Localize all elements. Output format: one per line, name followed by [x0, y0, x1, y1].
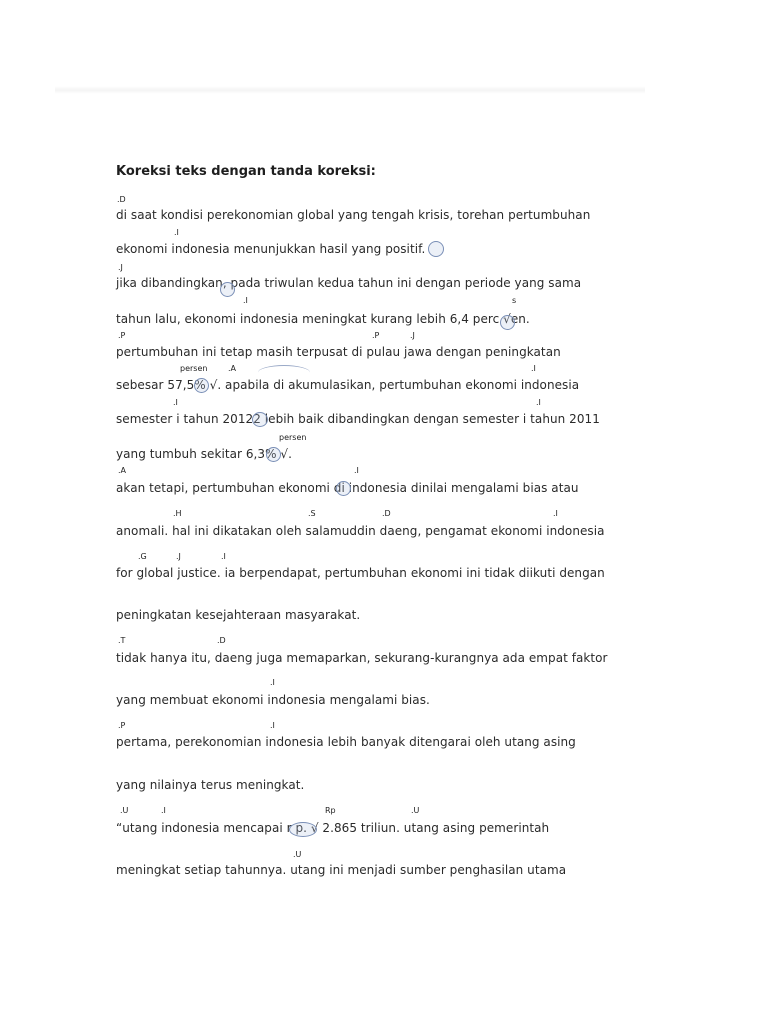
text-line: tidak hanya itu, daeng juga memaparkan, sekurang-kurangnya ada empat faktor	[116, 651, 608, 665]
correction-mark: Rp	[325, 806, 336, 815]
text-line: yang nilainya terus meningkat.	[116, 778, 305, 792]
correction-mark: .U	[120, 806, 129, 815]
deletion-circle	[500, 315, 515, 330]
correction-mark: .I	[161, 806, 166, 815]
deletion-circle	[194, 378, 209, 393]
correction-mark: .I	[173, 398, 178, 407]
text-line: “utang indonesia mencapai r p. √ 2.865 triliun. utang asing pemerintah	[116, 821, 550, 835]
text-line: anomali. hal ini dikatakan oleh salamuddin daeng, pengamat ekonomi indonesia	[116, 524, 605, 538]
text-line: for global justice. ia berpendapat, pertumbuhan ekonomi ini tidak diikuti dengan	[116, 566, 605, 580]
text-line: peningkatan kesejahteraan masyarakat.	[116, 608, 361, 622]
correction-mark: .U	[293, 850, 302, 859]
correction-mark: .J	[176, 552, 181, 561]
text-line: yang membuat ekonomi indonesia mengalami bias.	[116, 693, 430, 707]
text-line: semester i tahun 20122 lebih baik dibandingkan dengan semester i tahun 2011	[116, 412, 600, 426]
correction-mark: .S	[308, 509, 316, 518]
correction-mark: .A	[118, 466, 127, 475]
correction-mark: .D	[382, 509, 391, 518]
deletion-circle	[266, 447, 281, 462]
correction-mark: .H	[173, 509, 182, 518]
text-line: sebesar 57,5% √. apabila di akumulasikan, pertumbuhan ekonomi indonesia	[116, 378, 580, 392]
correction-mark: .I	[536, 398, 541, 407]
text-line: tahun lalu, ekonomi indonesia meningkat kurang lebih 6,4 perc √en.	[116, 312, 530, 326]
text-line: yang tumbuh sekitar 6,3% √.	[116, 447, 292, 461]
correction-mark: s	[512, 296, 517, 305]
correction-mark: .U	[411, 806, 420, 815]
correction-mark: .T	[118, 636, 126, 645]
text-line: akan tetapi, pertumbuhan ekonomi di indonesia dinilai mengalami bias atau	[116, 481, 579, 495]
correction-mark: .A	[228, 364, 237, 373]
insertion-circle	[336, 481, 351, 496]
deletion-circle	[252, 412, 268, 427]
correction-mark: .I	[221, 552, 226, 561]
correction-mark: .I	[174, 228, 179, 237]
text-line: meningkat setiap tahunnya. utang ini menjadi sumber penghasilan utama	[116, 863, 567, 877]
text-line: jika dibandingkan, pada triwulan kedua tahun ini dengan periode yang sama	[116, 276, 582, 290]
correction-mark: persen	[180, 364, 208, 373]
text-line: di saat kondisi perekonomian global yang tengah krisis, torehan pertumbuhan	[116, 208, 591, 222]
correction-mark: .P	[118, 721, 126, 730]
correction-mark: .P	[372, 331, 380, 340]
correction-mark: .I	[531, 364, 536, 373]
correction-mark: .P	[118, 331, 126, 340]
correction-mark: .D	[217, 636, 226, 645]
correction-mark: .I	[270, 678, 275, 687]
deletion-circle	[220, 282, 235, 297]
correction-mark: .I	[354, 466, 359, 475]
text-line: pertumbuhan ini tetap masih terpusat di pulau jawa dengan peningkatan	[116, 345, 561, 359]
insertion-circle	[289, 822, 317, 837]
correction-mark: .I	[553, 509, 558, 518]
deletion-circle	[428, 241, 444, 257]
correction-mark: .J	[118, 263, 123, 272]
correction-mark: .J	[410, 331, 415, 340]
correction-mark: .G	[138, 552, 147, 561]
document-heading: Koreksi teks dengan tanda koreksi:	[116, 164, 376, 179]
text-line: ekonomi indonesia menunjukkan hasil yang positif.	[116, 242, 426, 256]
correction-mark: .D	[117, 195, 126, 204]
stray-pen-arc	[258, 365, 310, 380]
correction-mark: .I	[270, 721, 275, 730]
correction-mark: persen	[279, 433, 307, 442]
text-line: pertama, perekonomian indonesia lebih banyak ditengarai oleh utang asing	[116, 735, 576, 749]
page-top-edge	[55, 86, 645, 94]
correction-mark: .I	[243, 296, 248, 305]
